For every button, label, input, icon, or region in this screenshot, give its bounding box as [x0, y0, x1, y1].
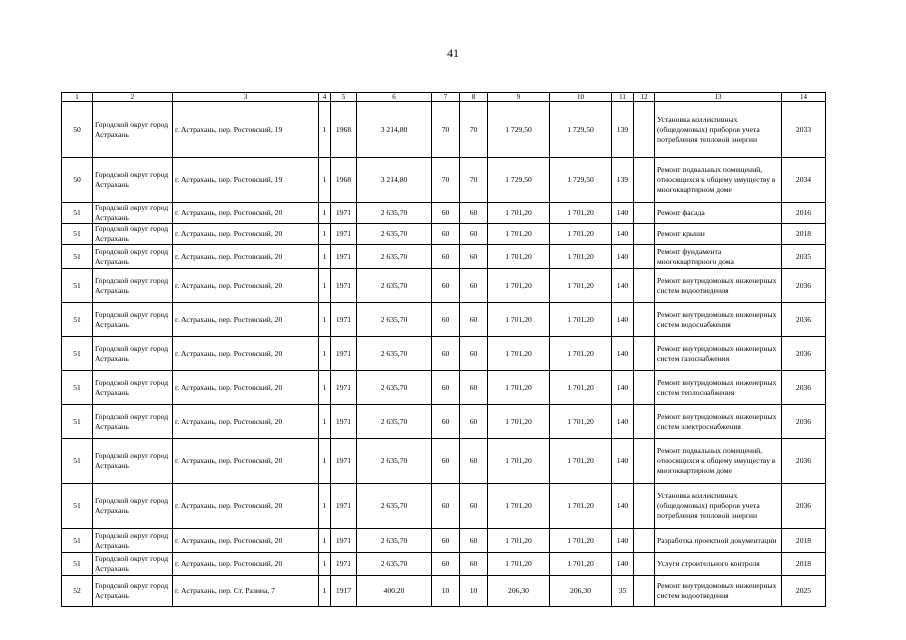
work-type-cell: Установка коллективных (общедомовых) приборов учета потребления тепловой энергии	[655, 484, 782, 529]
empty-cell	[634, 269, 655, 303]
value-cell: 60	[460, 269, 488, 303]
municipality-cell: Городской округ город Астрахань	[93, 439, 173, 484]
area-cell: 1 729,50	[488, 102, 550, 158]
count-cell: 1	[319, 224, 331, 245]
total-area-cell: 3 214,80	[357, 158, 432, 203]
municipality-cell: Городской округ город Астрахань	[93, 529, 173, 553]
municipality-cell: Городской округ город Астрахань	[93, 303, 173, 337]
column-number-header: 2	[93, 93, 173, 102]
planned-year-cell: 2036	[782, 269, 826, 303]
area-cell: 1 701,20	[550, 371, 612, 405]
area-cell: 206,30	[488, 576, 550, 607]
area-cell: 1 701,20	[550, 553, 612, 576]
column-number-header: 4	[319, 93, 331, 102]
area-cell: 1 701,20	[488, 224, 550, 245]
area-cell: 1 701,20	[550, 529, 612, 553]
empty-cell	[634, 158, 655, 203]
work-type-cell: Разработка проектной документации	[655, 529, 782, 553]
municipality-cell: Городской округ город Астрахань	[93, 405, 173, 439]
table-row	[62, 303, 826, 337]
work-type-cell: Ремонт фундамента многоквартирного дома	[655, 245, 782, 269]
row-number-cell: 51	[62, 245, 93, 269]
work-type-cell: Ремонт внутридомовых инженерных систем водоотведения	[655, 576, 782, 607]
municipality-cell: Городской округ город Астрахань	[93, 245, 173, 269]
planned-year-cell: 2025	[782, 576, 826, 607]
count-cell: 1	[319, 405, 331, 439]
repair-schedule-table	[61, 92, 826, 607]
count-cell: 1	[319, 269, 331, 303]
total-area-cell: 2 635,70	[357, 553, 432, 576]
area-cell: 1 701,20	[488, 405, 550, 439]
year-built-cell: 1971	[331, 224, 357, 245]
year-built-cell: 1968	[331, 158, 357, 203]
count-cell: 1	[319, 371, 331, 405]
year-built-cell: 1971	[331, 405, 357, 439]
area-cell: 1 701,20	[488, 203, 550, 224]
work-type-cell: Ремонт подвальных помещений, относящихся к общему имуществу в многоквартирном доме	[655, 439, 782, 484]
value-cell: 60	[432, 269, 460, 303]
value-cell: 60	[460, 203, 488, 224]
area-cell: 1 701,20	[488, 269, 550, 303]
count-cell: 1	[319, 529, 331, 553]
row-number-cell: 51	[62, 405, 93, 439]
residents-cell: 139	[612, 102, 634, 158]
residents-cell: 140	[612, 553, 634, 576]
municipality-cell: Городской округ город Астрахань	[93, 371, 173, 405]
count-cell: 1	[319, 102, 331, 158]
row-number-cell: 51	[62, 337, 93, 371]
area-cell: 1 701,20	[550, 224, 612, 245]
work-type-cell: Ремонт внутридомовых инженерных систем электроснабжения	[655, 405, 782, 439]
empty-cell	[634, 245, 655, 269]
table-row	[62, 224, 826, 245]
value-cell: 70	[432, 158, 460, 203]
area-cell: 1 701,20	[550, 337, 612, 371]
residents-cell: 35	[612, 576, 634, 607]
value-cell: 60	[460, 553, 488, 576]
total-area-cell: 2 635,70	[357, 371, 432, 405]
address-cell: г. Астрахань, пер. Ростовский, 20	[173, 553, 319, 576]
table-row	[62, 529, 826, 553]
address-cell: г. Астрахань, пер. Ростовский, 20	[173, 439, 319, 484]
row-number-cell: 51	[62, 224, 93, 245]
empty-cell	[634, 224, 655, 245]
column-number-header: 13	[655, 93, 782, 102]
total-area-cell: 2 635,70	[357, 245, 432, 269]
residents-cell: 140	[612, 303, 634, 337]
area-cell: 1 701,20	[488, 337, 550, 371]
year-built-cell: 1971	[331, 529, 357, 553]
address-cell: г. Астрахань, пер. Ростовский, 20	[173, 224, 319, 245]
address-cell: г. Астрахань, пер. Ростовский, 20	[173, 337, 319, 371]
value-cell: 10	[432, 576, 460, 607]
row-number-cell: 51	[62, 203, 93, 224]
area-cell: 1 701,20	[550, 269, 612, 303]
work-type-cell: Ремонт внутридомовых инженерных систем водоснабжения	[655, 303, 782, 337]
work-type-cell: Ремонт внутридомовых инженерных систем теплоснабжения	[655, 371, 782, 405]
value-cell: 60	[432, 245, 460, 269]
total-area-cell: 2 635,70	[357, 224, 432, 245]
column-number-header: 10	[550, 93, 612, 102]
row-number-cell: 51	[62, 529, 93, 553]
area-cell: 1 701,20	[488, 529, 550, 553]
total-area-cell: 2 635,70	[357, 439, 432, 484]
value-cell: 60	[460, 439, 488, 484]
area-cell: 1 701,20	[550, 245, 612, 269]
residents-cell: 140	[612, 529, 634, 553]
area-cell: 1 701,20	[488, 303, 550, 337]
municipality-cell: Городской округ город Астрахань	[93, 576, 173, 607]
planned-year-cell: 2018	[782, 529, 826, 553]
table-row	[62, 245, 826, 269]
value-cell: 60	[460, 529, 488, 553]
municipality-cell: Городской округ город Астрахань	[93, 158, 173, 203]
area-cell: 1 701,20	[550, 484, 612, 529]
planned-year-cell: 2034	[782, 158, 826, 203]
value-cell: 60	[432, 484, 460, 529]
empty-cell	[634, 529, 655, 553]
row-number-cell: 51	[62, 553, 93, 576]
value-cell: 60	[432, 303, 460, 337]
count-cell: 1	[319, 158, 331, 203]
municipality-cell: Городской округ город Астрахань	[93, 337, 173, 371]
work-type-cell: Ремонт крыши	[655, 224, 782, 245]
year-built-cell: 1971	[331, 303, 357, 337]
count-cell: 1	[319, 553, 331, 576]
row-number-cell: 50	[62, 158, 93, 203]
row-number-cell: 51	[62, 269, 93, 303]
area-cell: 1 701,20	[488, 245, 550, 269]
column-number-header: 14	[782, 93, 826, 102]
total-area-cell: 2 635,70	[357, 337, 432, 371]
planned-year-cell: 2018	[782, 553, 826, 576]
column-number-header: 8	[460, 93, 488, 102]
area-cell: 1 701,20	[488, 553, 550, 576]
residents-cell: 139	[612, 158, 634, 203]
value-cell: 60	[460, 303, 488, 337]
value-cell: 60	[432, 224, 460, 245]
page-number: 41	[447, 46, 459, 60]
table-row	[62, 269, 826, 303]
value-cell: 60	[460, 371, 488, 405]
year-built-cell: 1971	[331, 484, 357, 529]
area-cell: 1 729,50	[550, 158, 612, 203]
work-type-cell: Установка коллективных (общедомовых) приборов учета потребления тепловой энергии	[655, 102, 782, 158]
year-built-cell: 1971	[331, 269, 357, 303]
address-cell: г. Астрахань, пер. Ростовский, 20	[173, 245, 319, 269]
empty-cell	[634, 203, 655, 224]
total-area-cell: 2 635,70	[357, 303, 432, 337]
total-area-cell: 400,20	[357, 576, 432, 607]
value-cell: 60	[432, 553, 460, 576]
planned-year-cell: 2036	[782, 337, 826, 371]
value-cell: 60	[460, 224, 488, 245]
table-row	[62, 553, 826, 576]
value-cell: 60	[432, 203, 460, 224]
residents-cell: 140	[612, 439, 634, 484]
total-area-cell: 2 635,70	[357, 484, 432, 529]
address-cell: г. Астрахань, пер. Ростовский, 19	[173, 102, 319, 158]
empty-cell	[634, 553, 655, 576]
count-cell: 1	[319, 337, 331, 371]
work-type-cell: Услуги строительного контроля	[655, 553, 782, 576]
municipality-cell: Городской округ город Астрахань	[93, 553, 173, 576]
work-type-cell: Ремонт фасада	[655, 203, 782, 224]
total-area-cell: 3 214,80	[357, 102, 432, 158]
count-cell: 1	[319, 576, 331, 607]
value-cell: 60	[432, 337, 460, 371]
area-cell: 1 701,20	[488, 371, 550, 405]
column-number-header: 11	[612, 93, 634, 102]
municipality-cell: Городской округ город Астрахань	[93, 224, 173, 245]
address-cell: г. Астрахань, пер. Ростовский, 19	[173, 158, 319, 203]
work-type-cell: Ремонт внутридомовых инженерных систем водоотведения	[655, 269, 782, 303]
count-cell: 1	[319, 439, 331, 484]
municipality-cell: Городской округ город Астрахань	[93, 484, 173, 529]
total-area-cell: 2 635,70	[357, 405, 432, 439]
table-row	[62, 576, 826, 607]
value-cell: 60	[432, 405, 460, 439]
empty-cell	[634, 102, 655, 158]
planned-year-cell: 2036	[782, 405, 826, 439]
total-area-cell: 2 635,70	[357, 269, 432, 303]
area-cell: 1 729,50	[488, 158, 550, 203]
planned-year-cell: 2036	[782, 484, 826, 529]
count-cell: 1	[319, 303, 331, 337]
empty-cell	[634, 337, 655, 371]
area-cell: 1 701,20	[488, 439, 550, 484]
area-cell: 1 701,20	[550, 405, 612, 439]
count-cell: 1	[319, 484, 331, 529]
address-cell: г. Астрахань, пер. Ростовский, 20	[173, 405, 319, 439]
planned-year-cell: 2036	[782, 439, 826, 484]
residents-cell: 140	[612, 371, 634, 405]
empty-cell	[634, 484, 655, 529]
empty-cell	[634, 439, 655, 484]
value-cell: 60	[432, 529, 460, 553]
table-row	[62, 371, 826, 405]
value-cell: 70	[460, 158, 488, 203]
table-row	[62, 337, 826, 371]
year-built-cell: 1971	[331, 337, 357, 371]
area-cell: 206,30	[550, 576, 612, 607]
area-cell: 1 701,20	[550, 439, 612, 484]
year-built-cell: 1971	[331, 439, 357, 484]
year-built-cell: 1968	[331, 102, 357, 158]
value-cell: 70	[432, 102, 460, 158]
empty-cell	[634, 405, 655, 439]
residents-cell: 140	[612, 203, 634, 224]
value-cell: 70	[460, 102, 488, 158]
column-number-header: 7	[432, 93, 460, 102]
value-cell: 60	[460, 337, 488, 371]
planned-year-cell: 2033	[782, 102, 826, 158]
column-number-header: 3	[173, 93, 319, 102]
area-cell: 1 701,20	[488, 484, 550, 529]
area-cell: 1 729,50	[550, 102, 612, 158]
residents-cell: 140	[612, 337, 634, 371]
total-area-cell: 2 635,70	[357, 203, 432, 224]
column-number-header: 1	[62, 93, 93, 102]
residents-cell: 140	[612, 224, 634, 245]
table-row	[62, 484, 826, 529]
table-row	[62, 102, 826, 158]
row-number-cell: 51	[62, 303, 93, 337]
value-cell: 60	[460, 245, 488, 269]
header-row	[62, 93, 826, 102]
address-cell: г. Астрахань, пер. Ст. Разина, 7	[173, 576, 319, 607]
column-number-header: 6	[357, 93, 432, 102]
column-number-header: 5	[331, 93, 357, 102]
address-cell: г. Астрахань, пер. Ростовский, 20	[173, 203, 319, 224]
count-cell: 1	[319, 245, 331, 269]
year-built-cell: 1971	[331, 245, 357, 269]
column-number-header: 12	[634, 93, 655, 102]
planned-year-cell: 2016	[782, 203, 826, 224]
value-cell: 60	[460, 405, 488, 439]
address-cell: г. Астрахань, пер. Ростовский, 20	[173, 269, 319, 303]
table-row	[62, 439, 826, 484]
planned-year-cell: 2035	[782, 245, 826, 269]
row-number-cell: 51	[62, 484, 93, 529]
table-row	[62, 203, 826, 224]
planned-year-cell: 2036	[782, 303, 826, 337]
row-number-cell: 51	[62, 371, 93, 405]
area-cell: 1 701,20	[550, 203, 612, 224]
municipality-cell: Городской округ город Астрахань	[93, 269, 173, 303]
residents-cell: 140	[612, 269, 634, 303]
address-cell: г. Астрахань, пер. Ростовский, 20	[173, 303, 319, 337]
area-cell: 1 701,20	[550, 303, 612, 337]
address-cell: г. Астрахань, пер. Ростовский, 20	[173, 529, 319, 553]
count-cell: 1	[319, 203, 331, 224]
address-cell: г. Астрахань, пер. Ростовский, 20	[173, 484, 319, 529]
residents-cell: 140	[612, 405, 634, 439]
municipality-cell: Городской округ город Астрахань	[93, 203, 173, 224]
address-cell: г. Астрахань, пер. Ростовский, 20	[173, 371, 319, 405]
table-row	[62, 158, 826, 203]
total-area-cell: 2 635,70	[357, 529, 432, 553]
work-type-cell: Ремонт внутридомовых инженерных систем газоснабжения	[655, 337, 782, 371]
municipality-cell: Городской округ город Астрахань	[93, 102, 173, 158]
empty-cell	[634, 576, 655, 607]
row-number-cell: 51	[62, 439, 93, 484]
residents-cell: 140	[612, 484, 634, 529]
planned-year-cell: 2036	[782, 371, 826, 405]
year-built-cell: 1971	[331, 553, 357, 576]
planned-year-cell: 2018	[782, 224, 826, 245]
row-number-cell: 52	[62, 576, 93, 607]
value-cell: 10	[460, 576, 488, 607]
value-cell: 60	[432, 371, 460, 405]
work-type-cell: Ремонт подвальных помещений, относящихся к общему имуществу в многоквартирном доме	[655, 158, 782, 203]
row-number-cell: 50	[62, 102, 93, 158]
value-cell: 60	[432, 439, 460, 484]
empty-cell	[634, 371, 655, 405]
column-number-header: 9	[488, 93, 550, 102]
value-cell: 60	[460, 484, 488, 529]
residents-cell: 140	[612, 245, 634, 269]
year-built-cell: 1917	[331, 576, 357, 607]
year-built-cell: 1971	[331, 371, 357, 405]
year-built-cell: 1971	[331, 203, 357, 224]
empty-cell	[634, 303, 655, 337]
table-row	[62, 405, 826, 439]
